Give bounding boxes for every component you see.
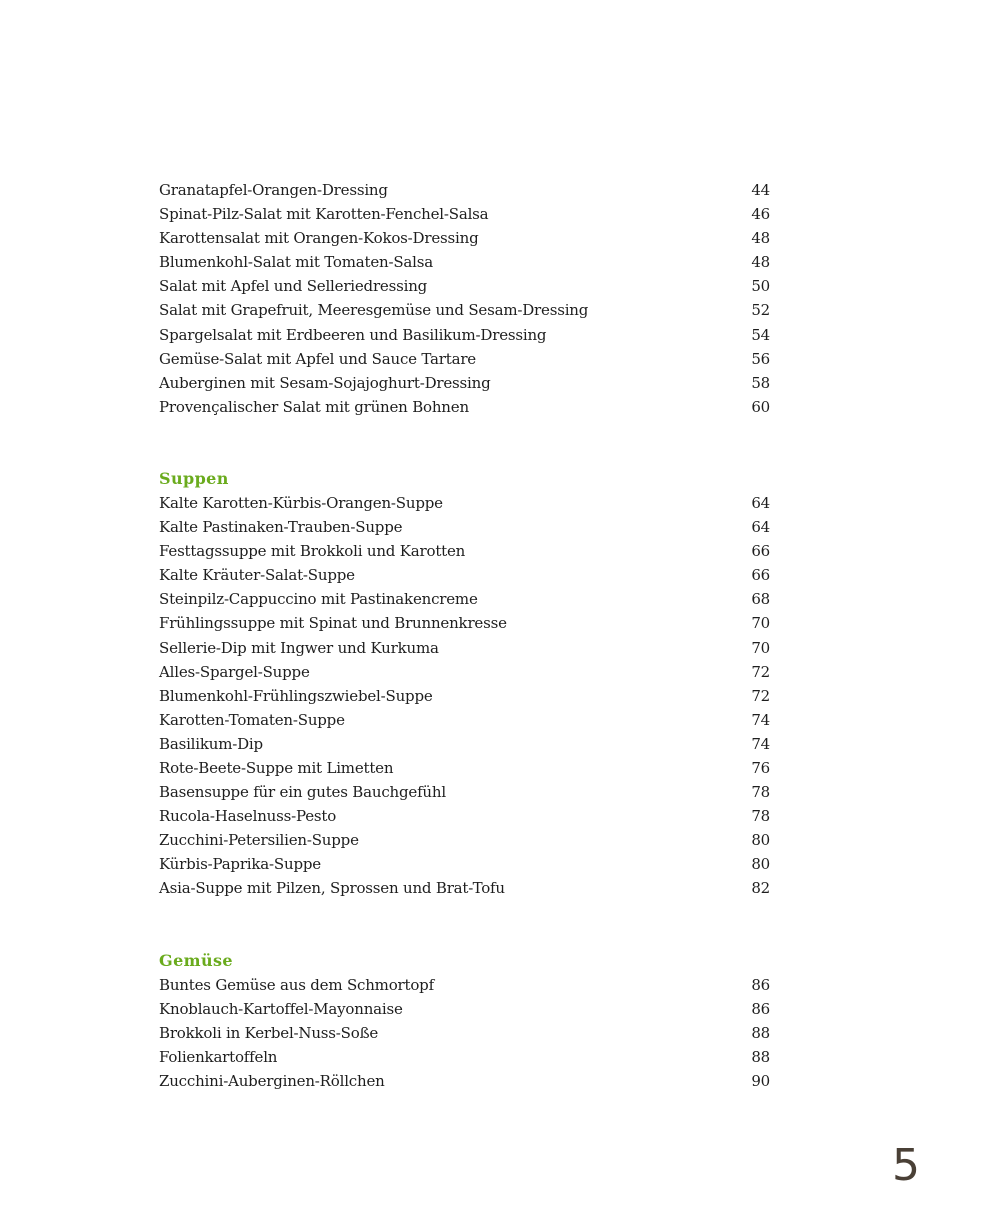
recipe-title: Rote-Beete-Suppe mit Limetten (159, 758, 394, 777)
recipe-page-number: 86 (751, 999, 770, 1018)
recipe-title: Kalte Pastinaken-Trauben-Suppe (159, 518, 403, 537)
recipe-title: Zucchini-Auberginen-Röllchen (159, 1071, 385, 1090)
recipe-title: Basilikum-Dip (159, 734, 263, 753)
recipe-title: Blumenkohl-Frühlingszwiebel-Suppe (159, 686, 433, 705)
recipe-title: Salat mit Grapefruit, Meeresgemüse und Sesam-Dressing (159, 301, 589, 320)
recipe-title: Brokkoli in Kerbel-Nuss-Soße (159, 1023, 379, 1042)
toc-entry (159, 1021, 770, 1045)
recipe-title: Kalte Karotten-Kürbis-Orangen-Suppe (159, 493, 443, 512)
recipe-title: Frühlingssuppe mit Spinat und Brunnenkresse (159, 614, 507, 633)
recipe-title: Knoblauch-Kartoffel-Mayonnaise (159, 999, 403, 1018)
recipe-page-number: 44 (751, 181, 770, 199)
recipe-page-number: 74 (751, 734, 770, 753)
recipe-page-number: 70 (751, 638, 770, 657)
section-heading: Gemüse (159, 950, 233, 970)
recipe-title: Kalte Kräuter-Salat-Suppe (159, 566, 355, 585)
toc-section (159, 949, 770, 1093)
toc-entry (159, 828, 770, 852)
recipe-page-number: 54 (751, 325, 770, 344)
recipe-title: Gemüse-Salat mit Apfel und Sauce Tartare (159, 349, 476, 368)
recipe-title: Blumenkohl-Salat mit Tomaten-Salsa (159, 253, 433, 272)
recipe-page-number: 64 (751, 493, 770, 512)
recipe-title: Provençalischer Salat mit grünen Bohnen (159, 397, 469, 416)
toc-entry (159, 563, 770, 587)
recipe-page-number: 78 (751, 807, 770, 826)
recipe-title: Rucola-Haselnuss-Pesto (159, 807, 337, 826)
toc-entry (159, 1069, 770, 1093)
toc-entry (159, 660, 770, 684)
recipe-page-number: 48 (751, 253, 770, 272)
toc-entry (159, 226, 770, 250)
toc-entry (159, 515, 770, 539)
toc-entry (159, 756, 770, 780)
recipe-page-number: 74 (751, 710, 770, 729)
toc-entry (159, 539, 770, 563)
recipe-page-number: 48 (751, 229, 770, 248)
toc-entry (159, 1045, 770, 1069)
recipe-title: Folienkartoffeln (159, 1047, 278, 1066)
toc-section (159, 467, 770, 901)
toc-entry (159, 611, 770, 635)
toc-entry (159, 636, 770, 660)
recipe-page-number: 78 (751, 783, 770, 802)
toc-entry (159, 274, 770, 298)
toc-entry (159, 298, 770, 322)
toc-entry (159, 876, 770, 900)
recipe-title: Karottensalat mit Orangen-Kokos-Dressing (159, 229, 479, 248)
recipe-page-number: 80 (751, 855, 770, 874)
page-number: 5 (892, 1140, 920, 1191)
recipe-page-number: 82 (751, 879, 770, 898)
recipe-title: Karotten-Tomaten-Suppe (159, 710, 345, 729)
toc-entry (159, 708, 770, 732)
recipe-page-number: 80 (751, 831, 770, 850)
toc-entry (159, 973, 770, 997)
section-heading: Suppen (159, 468, 229, 488)
toc-entry (159, 780, 770, 804)
recipe-page-number: 58 (751, 373, 770, 392)
recipe-page-number: 86 (751, 975, 770, 994)
recipe-title: Spargelsalat mit Erdbeeren und Basilikum-Dressing (159, 325, 547, 344)
recipe-page-number: 66 (751, 566, 770, 585)
toc-entry (159, 684, 770, 708)
recipe-page-number: 76 (751, 758, 770, 777)
recipe-title: Granatapfel-Orangen-Dressing (159, 181, 388, 199)
recipe-page-number: 88 (751, 1047, 770, 1066)
recipe-title: Zucchini-Petersilien-Suppe (159, 831, 359, 850)
recipe-title: Spinat-Pilz-Salat mit Karotten-Fenchel-Salsa (159, 205, 489, 224)
toc-entry (159, 491, 770, 515)
toc-entry (159, 347, 770, 371)
recipe-page-number: 72 (751, 686, 770, 705)
recipe-page-number: 60 (751, 397, 770, 416)
recipe-page-number: 68 (751, 590, 770, 609)
recipe-page-number: 66 (751, 542, 770, 561)
recipe-page-number: 50 (751, 277, 770, 296)
toc-entry (159, 395, 770, 419)
recipe-title: Festtagssuppe mit Brokkoli und Karotten (159, 542, 466, 561)
toc-entry (159, 587, 770, 611)
toc-entry (159, 250, 770, 274)
toc-entry (159, 202, 770, 226)
recipe-page-number: 70 (751, 614, 770, 633)
recipe-title: Sellerie-Dip mit Ingwer und Kurkuma (159, 638, 439, 657)
recipe-title: Alles-Spargel-Suppe (159, 662, 310, 681)
recipe-title: Kürbis-Paprika-Suppe (159, 855, 321, 874)
recipe-page-number: 72 (751, 662, 770, 681)
recipe-page-number: 52 (751, 301, 770, 320)
recipe-title: Basensuppe für ein gutes Bauchgefühl (159, 783, 446, 802)
table-of-contents (159, 178, 770, 1093)
recipe-title: Auberginen mit Sesam-Sojajoghurt-Dressing (159, 373, 491, 392)
toc-entry (159, 323, 770, 347)
toc-entry (159, 852, 770, 876)
toc-entry (159, 178, 770, 202)
recipe-page-number: 46 (751, 205, 770, 224)
recipe-page-number: 56 (751, 349, 770, 368)
toc-entry (159, 804, 770, 828)
toc-entry (159, 997, 770, 1021)
recipe-title: Buntes Gemüse aus dem Schmortopf (159, 975, 434, 994)
recipe-page-number: 90 (751, 1071, 770, 1090)
recipe-title: Salat mit Apfel und Selleriedressing (159, 277, 428, 296)
recipe-title: Steinpilz-Cappuccino mit Pastinakencreme (159, 590, 478, 609)
recipe-page-number: 88 (751, 1023, 770, 1042)
recipe-page-number: 64 (751, 518, 770, 537)
toc-entry (159, 732, 770, 756)
toc-section (159, 178, 770, 419)
toc-entry (159, 371, 770, 395)
recipe-title: Asia-Suppe mit Pilzen, Sprossen und Brat-Tofu (159, 879, 505, 898)
